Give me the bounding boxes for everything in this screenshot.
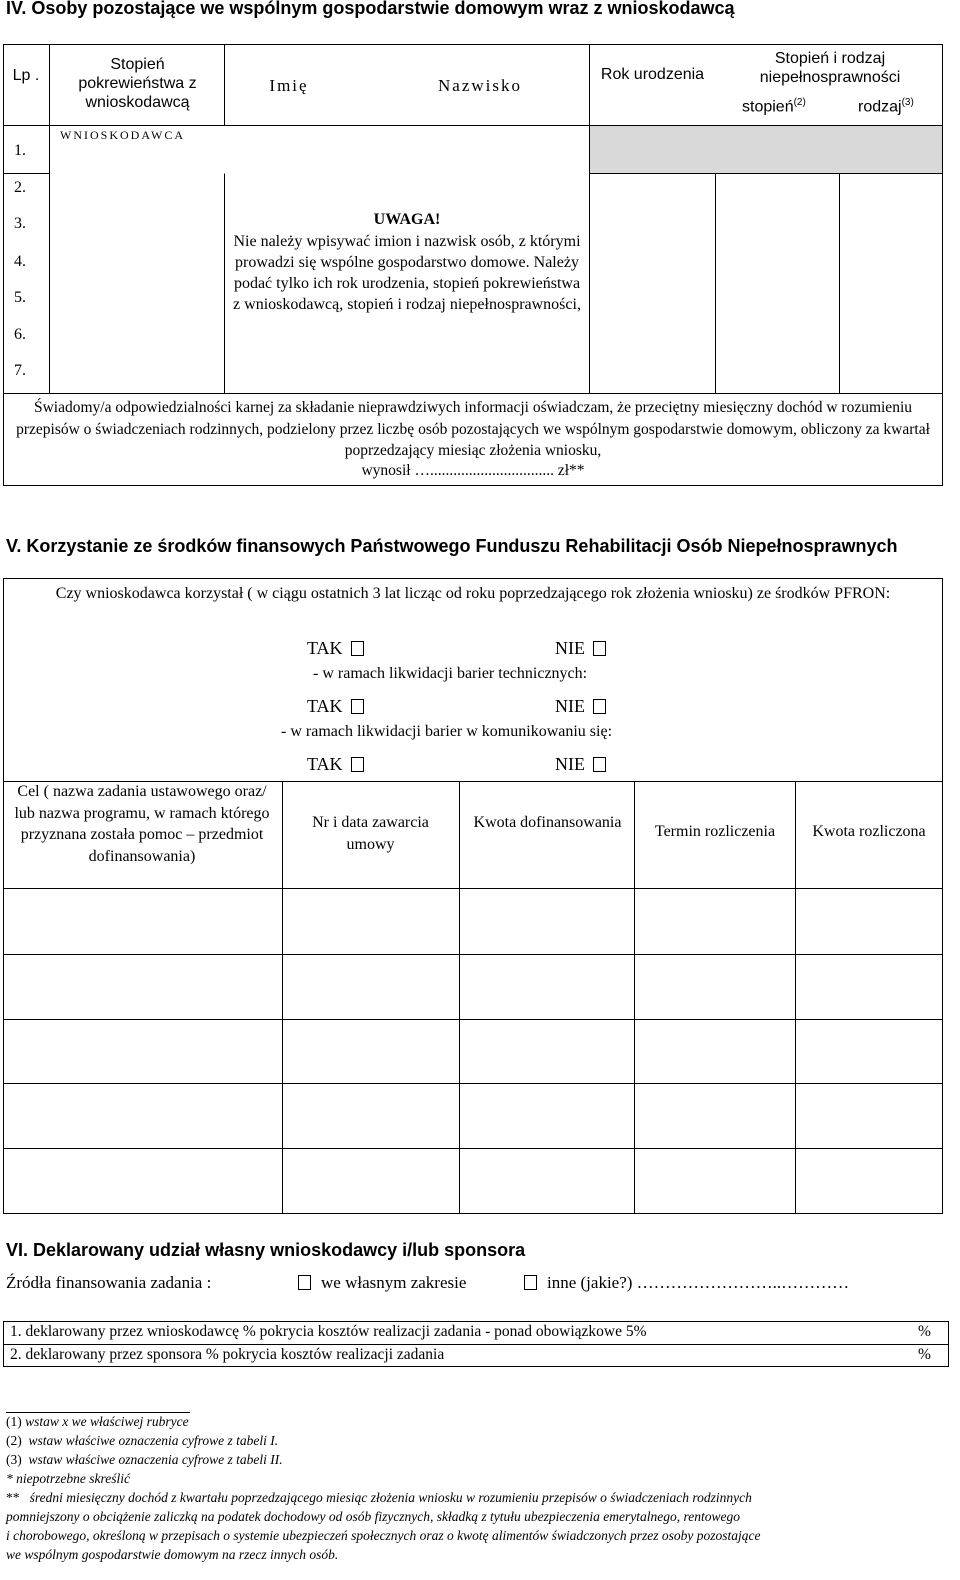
sponsor-share-pct[interactable]: %: [918, 1346, 931, 1363]
footnote-2: (2) wstaw właściwe oznaczenia cyfrowe z tabeli I.: [6, 1433, 279, 1448]
row-number: 3.: [14, 215, 26, 232]
section-6-title: VI. Deklarowany udział własny wnioskodawcy i/lub sponsora: [6, 1240, 526, 1260]
own-funds-checkbox[interactable]: [298, 1275, 311, 1290]
header-disability-type: rodzaj$^{(3)}$: [858, 97, 914, 116]
technical-barriers-label: - w ramach likwidacji barier technicznych:: [313, 665, 588, 682]
no-checkbox[interactable]: [593, 641, 606, 656]
yes-checkbox[interactable]: [351, 641, 364, 656]
technical-no-option[interactable]: NIE: [555, 696, 606, 717]
col-settled-amount: Kwota rozliczona: [812, 823, 926, 840]
warning-title: UWAGA!: [373, 211, 441, 228]
no-option[interactable]: NIE: [555, 638, 606, 659]
col-contract: Nr i data zawarcia umowy: [312, 814, 429, 853]
warning-text: Nie należy wpisywać imion i nazwisk osób, z którymi prowadzi się wspólne gospodarstwo domowe. Należy podać tylko ich rok urodzenia, stopień pokrewieństwa z wnioskodawcą, stopień i rodzaj niepełnosprawności,: [233, 233, 581, 313]
communication-yes-checkbox[interactable]: [351, 757, 364, 772]
header-birth-year: Rok urodzenia: [600, 66, 705, 83]
row-number: 6.: [14, 326, 26, 343]
own-funds-option[interactable]: we własnym zakresie: [298, 1273, 466, 1293]
yes-option[interactable]: TAK: [307, 638, 364, 659]
row-number: 2.: [14, 179, 26, 196]
col-amount: Kwota dofinansowania: [473, 814, 622, 831]
section-4-title: IV. Osoby pozostające we wspólnym gospodarstwie domowym wraz z wnioskodawcą: [6, 0, 735, 18]
footnote-5: ** średni miesięczny dochód z kwartału poprzedzającego miesiąc złożenia wniosku w rozumieniu przepisów o świadczeniach rodzinnych: [6, 1490, 752, 1505]
applicant-share-pct[interactable]: %: [918, 1323, 931, 1340]
communication-barriers-label: - w ramach likwidacji barier w komunikowaniu się:: [281, 723, 613, 740]
row-number: 1.: [14, 142, 26, 159]
technical-yes-checkbox[interactable]: [351, 699, 364, 714]
col-purpose: Cel ( nazwa zadania ustawowego oraz/ lub nazwa programu, w ramach którego przyznana została pomoc – przedmiot dofinansowania): [14, 783, 270, 865]
header-disability-degree: stopień$^{(2)}$: [742, 97, 806, 116]
communication-no-option[interactable]: NIE: [555, 754, 606, 775]
footnote-5-line2: pomniejszony o obciążenie zaliczką na podatek dochodowy od osób fizycznych, składką z tytułu ubezpieczenia emerytalnego, rentowego: [6, 1509, 740, 1524]
income-declaration: Świadomy/a odpowiedzialności karnej za składanie nieprawdziwych informacji oświadczam, że przeciętny miesięczny dochód w rozumieniu przepisów o świadczeniach rodzinnych, podzielony przez liczbę osób pozostających we wspólnym gospodarstwie domowym, obliczony za kwartał poprzedzający miesiąc złożenia wniosku,: [16, 399, 930, 459]
section-5-title: V. Korzystanie ze środków finansowych Państwowego Funduszu Rehabilitacji Osób Niepełnosprawnych: [6, 536, 898, 556]
col-settlement-date: Termin rozliczenia: [654, 823, 776, 840]
sponsor-share-row: 2. deklarowany przez sponsora % pokrycia kosztów realizacji zadania: [10, 1346, 445, 1363]
footnote-4: * niepotrzebne skreślić: [6, 1471, 130, 1486]
footnote-3: (3) wstaw właściwe oznaczenia cyfrowe z tabeli II.: [6, 1452, 283, 1467]
communication-no-checkbox[interactable]: [593, 757, 606, 772]
applicant-label: WNIOSKODAWCA: [60, 128, 186, 142]
pfron-question: Czy wnioskodawca korzystał ( w ciągu ostatnich 3 lat licząc od roku poprzedzającego rok złożenia wniosku) ze środków PFRON:: [55, 585, 891, 602]
footnote-5-line3: i chorobowego, określoną w przepisach o systemie ubezpieczeń społecznych oraz o kwotę alimentów świadczonych przez osoby pozostające: [6, 1528, 761, 1543]
row-number: 5.: [14, 289, 26, 306]
header-lp: Lp .: [12, 67, 40, 84]
row-number: 4.: [14, 253, 26, 270]
communication-yes-option[interactable]: TAK: [307, 754, 364, 775]
header-last-name: Nazwisko: [438, 76, 522, 95]
row-number: 7.: [14, 362, 26, 379]
header-kinship: Stopień pokrewieństwa z wnioskodawcą: [78, 56, 197, 111]
other-funds-checkbox[interactable]: [524, 1275, 537, 1290]
footnote-5-line4: we wspólnym gospodarstwie domowym na rzecz innych osób.: [6, 1547, 339, 1562]
applicant-share-row: 1. deklarowany przez wnioskodawcę % pokrycia kosztów realizacji zadania - ponad obowiązkowe 5%: [10, 1323, 647, 1340]
technical-no-checkbox[interactable]: [593, 699, 606, 714]
header-first-name: Imię: [269, 76, 309, 95]
footnote-1: (1) wstaw x we właściwej rubryce: [6, 1414, 189, 1429]
header-disability: Stopień i rodzaj niepełnosprawności: [759, 50, 901, 86]
income-amount[interactable]: wynosił …................................ zł**: [361, 462, 585, 479]
technical-yes-option[interactable]: TAK: [307, 696, 364, 717]
other-funds-option[interactable]: inne (jakie?) ……………………..…………: [524, 1273, 849, 1293]
funding-sources-label: Źródła finansowania zadania :: [6, 1273, 212, 1292]
